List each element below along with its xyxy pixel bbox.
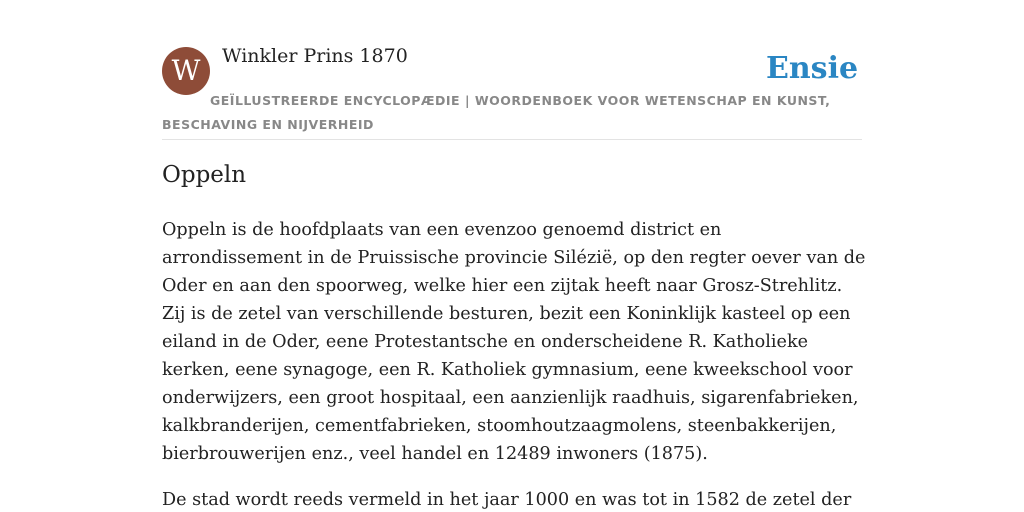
ensie-logo-link[interactable]: Ensie (766, 51, 859, 86)
article-title: Oppeln (162, 162, 247, 188)
article-body (162, 216, 867, 512)
source-subtitle: GEÏLLUSTREERDE ENCYCLOPÆDIE | WOORDENBOEK VOOR WETENSCHAP EN KUNST, BESCHAVING EN NIJVERHEID (162, 93, 831, 132)
source-avatar[interactable]: W (162, 47, 210, 95)
article-paragraph: De stad wordt reeds vermeld in het jaar 1000 en was tot in 1582 de zetel der (162, 490, 852, 510)
article-paragraph: Oppeln is de hoofdplaats van een evenzoo genoemd district en arrondissement in de Pruissische provincie Silézië, op den regter oever van de Oder en aan den spoorweg, welke hier een zijtak heeft naar Grosz-Strehlitz. Zij is de zetel van verschillende besturen, bezit een Koninklijk kasteel op een eiland in de Oder, eene Protestantsche en onderscheidene R. Katholieke kerken, eene synagoge, een R. Katholiek gymnasium, eene kweekschool voor onderwijzers, een groot hospitaal, een aanzienlijk raadhuis, sigarenfabrieken, kalkbranderijen, cementfabrieken, stoomhoutzaagmolens, steenbakkerijen, bierbrouwerijen enz., veel handel en 12489 inwoners (1875). (162, 220, 866, 464)
source-title[interactable]: Winkler Prins 1870 (222, 45, 408, 67)
header-divider (162, 139, 862, 140)
